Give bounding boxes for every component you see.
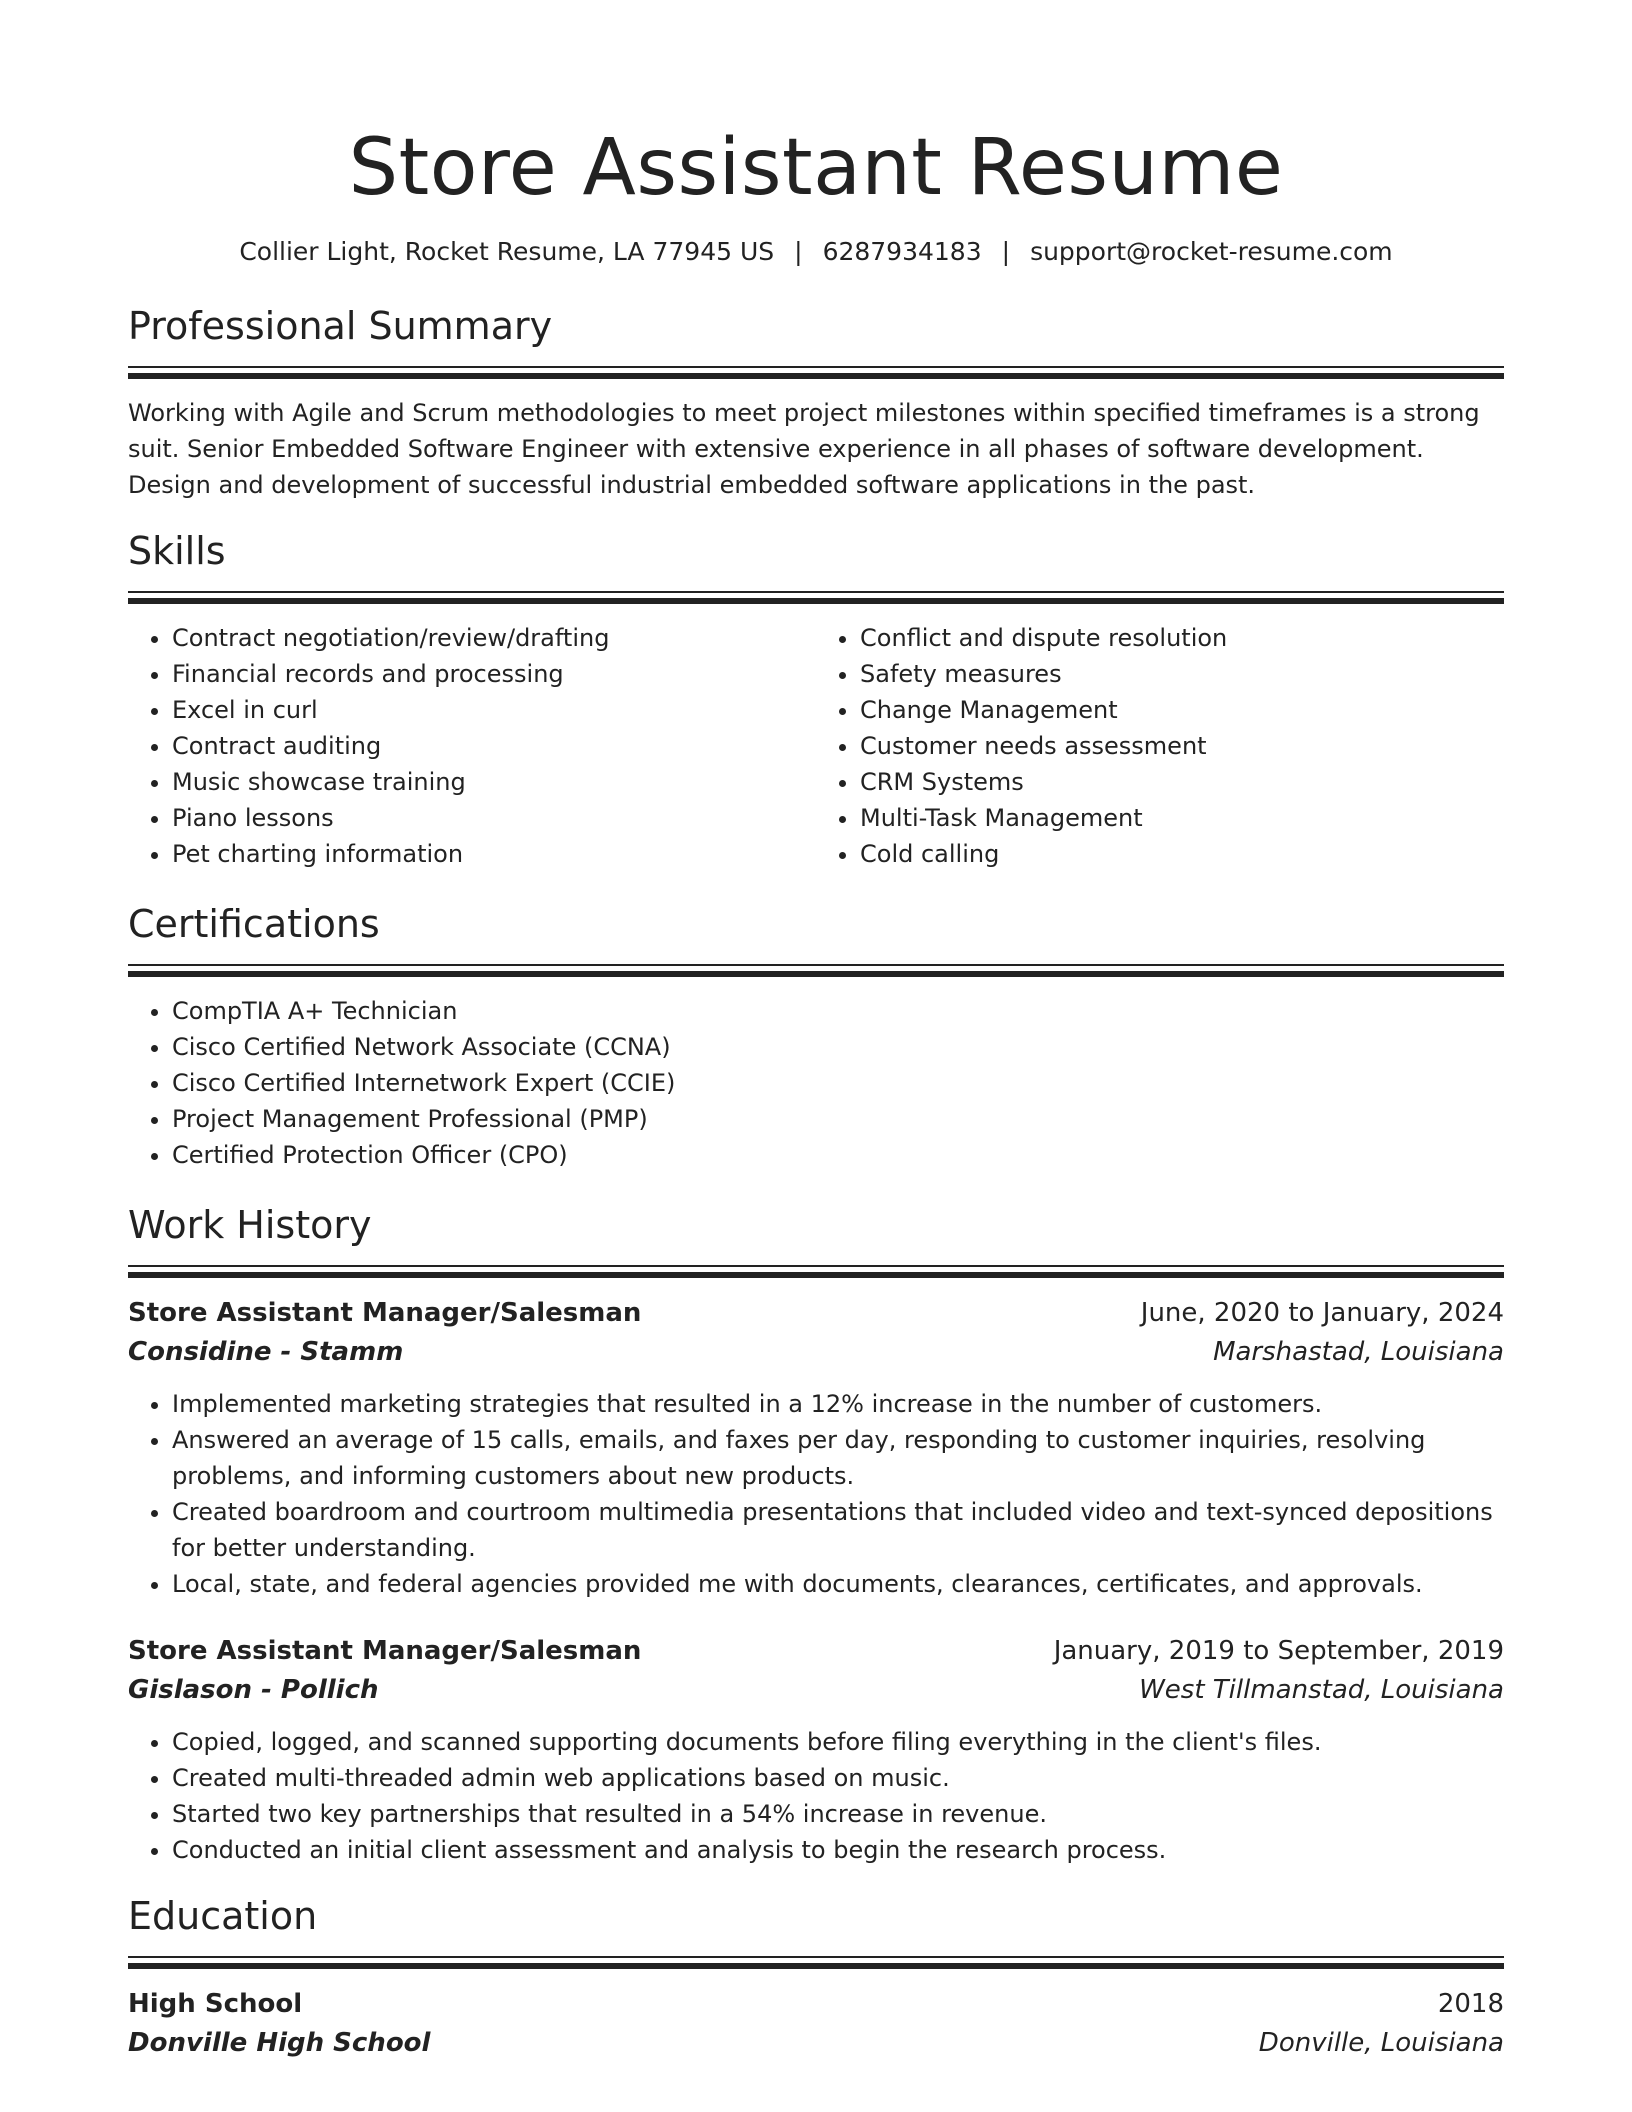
contact-phone: 6287934183 [822, 237, 982, 266]
section-heading-education: Education [128, 1894, 318, 1938]
skills-list-right [816, 620, 1504, 872]
skill-item: • Music showcase training [172, 764, 816, 800]
certifications-list [128, 993, 1504, 1173]
certification-item: • Cisco Certified Internetwork Expert (CCIE) [172, 1065, 1504, 1101]
job-title: Store Assistant Manager/Salesman [128, 1298, 642, 1328]
education-year: 2018 [1437, 1989, 1504, 2019]
certification-item: • Certified Protection Officer (CPO) [172, 1137, 1504, 1173]
job-bullet: • Copied, logged, and scanned supporting documents before filing everything in the client's files. [172, 1724, 1504, 1760]
skills-section [128, 527, 1504, 872]
section-heading-summary: Professional Summary [128, 304, 553, 348]
section-rule [128, 1956, 1504, 1958]
section-rule [128, 366, 1504, 368]
job-title: Store Assistant Manager/Salesman [128, 1636, 642, 1666]
section-heading-work-history: Work History [128, 1203, 372, 1247]
skill-item: • Multi-Task Management [860, 800, 1504, 836]
job-bullet: • Implemented marketing strategies that resulted in a 12% increase in the number of customers. [172, 1386, 1504, 1422]
work-history-section [128, 1201, 1504, 1868]
job-bullet: • Created multi-threaded admin web applications based on music. [172, 1760, 1504, 1796]
skill-item: • Pet charting information [172, 836, 816, 872]
skill-item: • Excel in curl [172, 692, 816, 728]
education-entry [128, 1985, 1504, 2063]
section-rule [128, 591, 1504, 593]
education-degree: High School [128, 1989, 303, 2019]
job-bullet-list [128, 1724, 1504, 1868]
education-school: Donville High School [128, 2028, 431, 2058]
section-heading-skills: Skills [128, 529, 226, 573]
section-rule [128, 964, 1504, 966]
job-bullet: • Created boardroom and courtroom multimedia presentations that included video and text-synced depositions for better understanding. [172, 1494, 1504, 1566]
job-dates: June, 2020 to January, 2024 [1140, 1298, 1504, 1328]
resume-title: Store Assistant Resume [348, 123, 1284, 213]
section-heading-certifications: Certifications [128, 902, 380, 946]
skill-item: • Change Management [860, 692, 1504, 728]
job-company-row [128, 1670, 1504, 1710]
job-dates: January, 2019 to September, 2019 [1053, 1636, 1504, 1666]
section-rule [128, 1265, 1504, 1267]
skills-columns [128, 620, 1504, 872]
education-header-row [128, 1985, 1504, 2023]
job-bullet-list [128, 1386, 1504, 1602]
skill-item: • Cold calling [860, 836, 1504, 872]
skill-item: • Customer needs assessment [860, 728, 1504, 764]
skill-item: • Piano lessons [172, 800, 816, 836]
summary-text: Working with Agile and Scrum methodologies to meet project milestones within specified timeframes is a strong suit. Senior Embedded Software Engineer with extensive experience in all phases of software development. Design and development of successful industrial embedded software applications in the past. [128, 399, 1480, 499]
job-company: Considine - Stamm [128, 1337, 404, 1367]
education-location: Donville, Louisiana [1258, 2028, 1504, 2058]
resume-page [128, 0, 1504, 2063]
skill-item: • Contract auditing [172, 728, 816, 764]
skill-item: • Safety measures [860, 656, 1504, 692]
job-bullet: • Local, state, and federal agencies provided me with documents, clearances, certificates, and approvals. [172, 1566, 1504, 1602]
job-header-row [128, 1632, 1504, 1670]
job-company: Gislason - Pollich [128, 1675, 379, 1705]
contact-email: support@rocket-resume.com [1030, 237, 1393, 266]
education-school-row [128, 2023, 1504, 2063]
contact-separator: | [794, 237, 803, 266]
section-rule-thick [128, 971, 1504, 977]
certification-item: • Project Management Professional (PMP) [172, 1101, 1504, 1137]
certification-item: • CompTIA A+ Technician [172, 993, 1504, 1029]
job-bullet: • Started two key partnerships that resulted in a 54% increase in revenue. [172, 1796, 1504, 1832]
certification-item: • Cisco Certified Network Associate (CCNA) [172, 1029, 1504, 1065]
skill-item: • CRM Systems [860, 764, 1504, 800]
skill-item: • Conflict and dispute resolution [860, 620, 1504, 656]
skill-item: • Financial records and processing [172, 656, 816, 692]
job-entry [128, 1632, 1504, 1868]
education-section [128, 1892, 1504, 2063]
contact-line [128, 236, 1504, 268]
job-location: Marshastad, Louisiana [1213, 1337, 1504, 1367]
job-bullet: • Answered an average of 15 calls, emails, and faxes per day, responding to customer inquiries, resolving problems, and informing customers about new products. [172, 1422, 1504, 1494]
job-header-row [128, 1294, 1504, 1332]
section-rule-thick [128, 1272, 1504, 1278]
section-rule-thick [128, 1963, 1504, 1969]
contact-separator: | [1001, 237, 1011, 266]
section-rule-thick [128, 598, 1504, 604]
skills-list-left [128, 620, 816, 872]
summary-section [128, 302, 1504, 503]
section-rule-thick [128, 373, 1504, 379]
skill-item: • Contract negotiation/review/drafting [172, 620, 816, 656]
job-bullet: • Conducted an initial client assessment and analysis to begin the research process. [172, 1832, 1504, 1868]
job-company-row [128, 1332, 1504, 1372]
job-entry [128, 1294, 1504, 1602]
job-location: West Tillmanstad, Louisiana [1139, 1675, 1504, 1705]
certifications-section [128, 900, 1504, 1173]
contact-address: Collier Light, Rocket Resume, LA 77945 US [239, 237, 775, 266]
